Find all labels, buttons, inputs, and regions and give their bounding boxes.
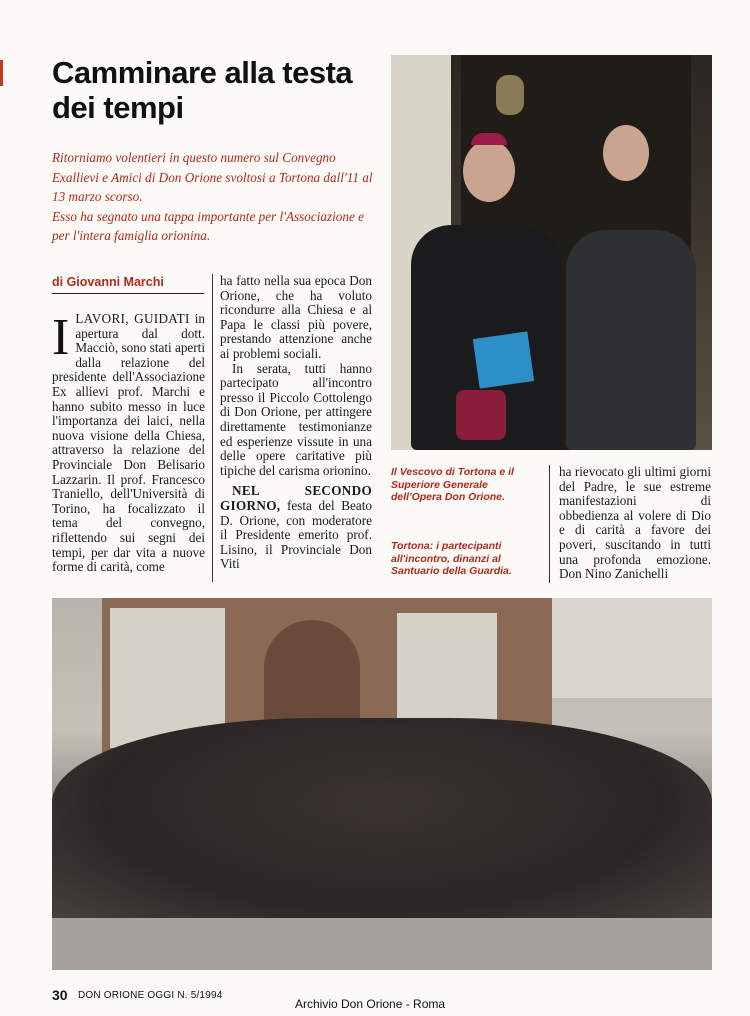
article-intro xyxy=(52,148,382,246)
article-title: Camminare alla testa dei tempi xyxy=(52,55,353,125)
bishop-head xyxy=(463,140,515,202)
photo-group-sanctuary xyxy=(52,598,712,970)
photo-bishop-and-superior xyxy=(391,55,712,450)
byline: di Giovanni Marchi xyxy=(52,275,204,294)
zucchetto xyxy=(471,133,507,145)
column-right-paragraph: ha rievocato gli ultimi giorni del Padre, le sue estreme manifestazioni di obbedienza al volere di Dio e di carità a favore dei poveri, suscitando in tutti una profonda emozione. Don Nino Zanichelli xyxy=(559,465,711,582)
archive-credit: Archivio Don Orione - Roma xyxy=(295,997,446,1011)
column-middle-paragraph-3 xyxy=(220,484,372,572)
edge-mark xyxy=(0,60,3,86)
column-left-text: in apertura dal dott. Macciò, sono stati aperti dalla relazione del presidente dell'Associazione Ex allievi prof. Marchi e hanno subito messo in luce l'importanza dei laici, nella nuova visione della Chiesa, attraverso la relazione del Provinciale Don Belisario Lazzarin. Il prof. Francesco Traniello, dell'Università di Torino, ha focalizzato il tema del convegno, riflettendo sui segni dei tempi, per dar vita a nuove forme di carità, come xyxy=(52,312,205,575)
superior-figure xyxy=(566,230,696,450)
intro-paragraph-2: Esso ha segnato una tappa importante per l'Associazione e per l'intera famiglia orionina. xyxy=(52,208,364,243)
column-left-paragraph xyxy=(52,312,205,575)
column-middle-text-3: festa del Beato D. Orione, con moderatore il Presidente emerito prof. Lisino, il Provinciale Don Viti xyxy=(220,497,372,572)
column-middle-paragraph-2: In serata, tutti hanno partecipato all'incontro presso il Piccolo Cottolengo di Don Orione, per attingere direttamente testimonianze ed esperienze vissute in una delle opere caritative più tipiche del carisma orionino. xyxy=(220,360,372,478)
church-arch xyxy=(264,620,360,730)
page-number: 30 xyxy=(52,987,68,1003)
column-middle xyxy=(220,274,372,582)
group-of-participants xyxy=(52,718,712,928)
intro-paragraph-1: Ritorniamo volentieri in questo numero sul Convegno Exallievi e Amici di Don Orione svoltosi a Tortona dall'11 al 13 marzo scorso. xyxy=(52,150,373,204)
section-lead-caps: NEL SECONDO GIORNO, xyxy=(220,483,372,513)
column-right xyxy=(559,465,711,583)
book xyxy=(473,331,534,388)
lamp-icon xyxy=(496,75,524,115)
lead-caps: LAVORI, GUIDATI xyxy=(75,312,190,326)
caption-group-photo: Tortona: i partecipanti all'incontro, dinanzi al Santuario della Guardia. xyxy=(391,540,512,577)
superior-head xyxy=(603,125,649,181)
caption-top-photo: Il Vescovo di Tortona e il Superiore Generale dell'Opera Don Orione. xyxy=(391,466,514,503)
column-middle-paragraph-1: ha fatto nella sua epoca Don Orione, che ha voluto ricondurre alla Chiesa e al Papa le classi più povere, prestando attenzione anche ai problemi sociali. xyxy=(220,274,372,361)
magazine-name: DON ORIONE OGGI N. 5/1994 xyxy=(78,990,223,1001)
caption-divider xyxy=(549,465,550,583)
hat xyxy=(456,390,506,440)
column-left xyxy=(52,312,205,582)
column-divider xyxy=(212,274,213,582)
drop-cap: I xyxy=(52,312,70,366)
